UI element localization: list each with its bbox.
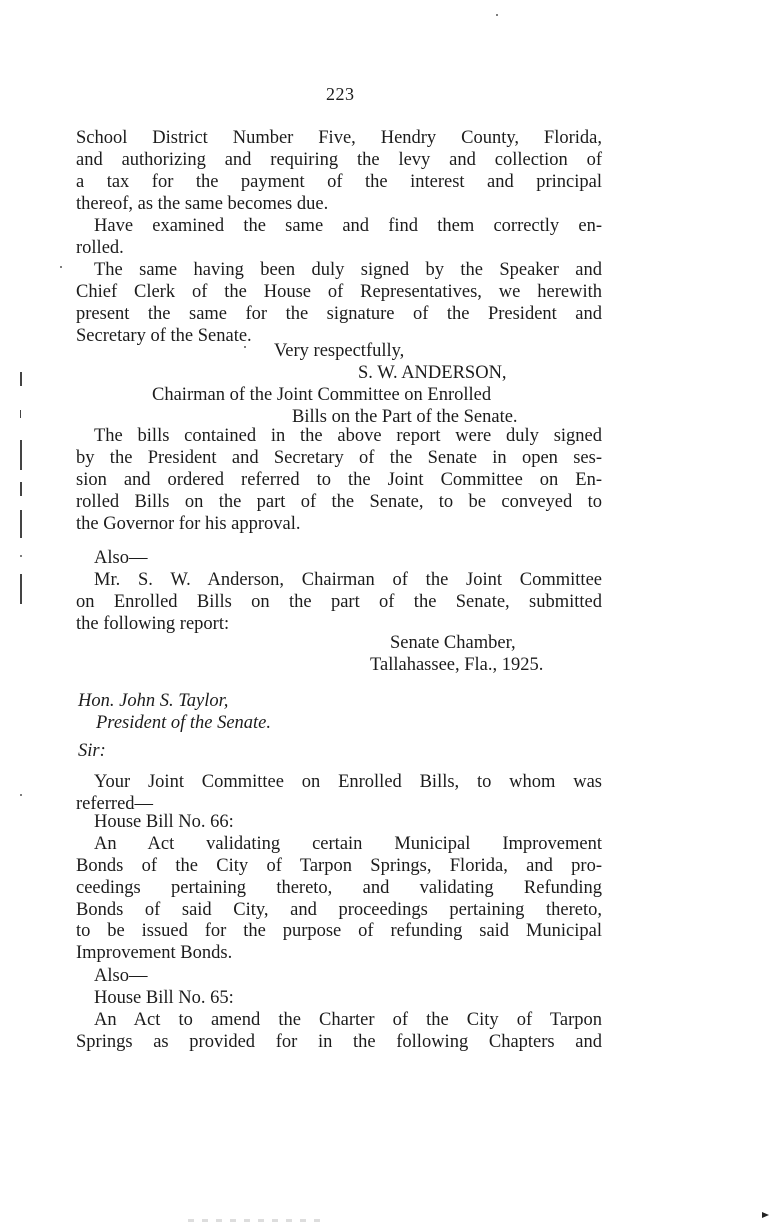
paragraph-anderson-report [76,570,602,636]
paragraph-bills-contained [76,426,602,535]
margin-mark [20,410,21,418]
text-line: and authorizing and requiring the levy and collection of [76,149,602,170]
text-line: Bonds of the City of Tarpon Springs, Florida, and pro- [76,855,602,876]
text-line: to be issued for the purpose of refunding said Municipal [76,921,602,942]
text-line: Bonds of said City, and proceedings pertaining thereto, [76,899,602,920]
text-line: Also— [94,966,148,986]
salutation-sir: Sir: [78,741,106,761]
signature-closing: Very respectfully, [274,341,405,361]
text-line: ceedings pertaining thereto, and validating Refunding [76,877,602,898]
paragraph-school-district [76,128,602,216]
text-line: present the same for the signature of the President and [76,303,602,324]
text-line: Secretary of the Senate. [76,325,252,346]
paragraph-examined [76,216,602,260]
scan-dot [20,794,22,796]
page-number: 223 [326,84,355,104]
text-line: School District Number Five, Hendry County, Florida, [76,128,602,148]
text-line: Have examined the same and find them correctly en- [94,216,602,236]
margin-mark [20,574,22,604]
bill-heading: House Bill No. 66: [94,812,234,832]
margin-mark [20,440,22,470]
dateline-place: Senate Chamber, [390,633,516,653]
text-line: a tax for the payment of the interest and principal [76,171,602,192]
text-line: Mr. S. W. Anderson, Chairman of the Joint Committee [94,570,602,590]
text-line: the Governor for his approval. [76,513,301,534]
text-line: Improvement Bonds. [76,943,233,964]
text-line: Springs as provided for in the following Chapters and [76,1031,602,1052]
page-corner-arrow-icon [762,1212,769,1218]
text-line: rolled. [76,237,124,258]
text-line: by the President and Secretary of the Senate in open ses- [76,447,602,468]
also-heading [76,548,602,570]
salutation-name: Hon. John S. Taylor, [78,691,229,711]
text-line: rolled Bills on the part of the Senate, to be conveyed to [76,491,602,512]
text-line: the following report: [76,613,230,634]
house-bill-65 [76,988,602,1054]
margin-mark [20,510,22,538]
signature-name: S. W. ANDERSON, [358,363,507,383]
scan-dot [20,555,22,557]
text-line: referred— [76,793,154,814]
text-line: Your Joint Committee on Enrolled Bills, to whom was [94,772,602,792]
text-line: The bills contained in the above report were duly signed [94,426,602,446]
text-line: sion and ordered referred to the Joint Committee on En- [76,469,602,490]
signature-title-line1: Chairman of the Joint Committee on Enrolled [152,385,492,405]
scan-smudge [188,1219,328,1222]
text-line: on Enrolled Bills on the part of the Senate, submitted [76,591,602,612]
scan-dot [496,14,498,16]
salutation-title: President of the Senate. [96,713,272,733]
scan-dot [60,266,62,268]
bill-heading: House Bill No. 65: [94,988,234,1008]
house-bill-66 [76,812,602,965]
text-line: Chief Clerk of the House of Representatives, we herewith [76,281,602,302]
paragraph-your-committee [76,772,602,816]
text-line: An Act validating certain Municipal Improvement [94,833,602,854]
text-line: Also— [94,548,148,568]
margin-mark [20,482,22,496]
text-line: thereof, as the same becomes due. [76,193,329,214]
scan-dot [244,346,246,348]
text-line: The same having been duly signed by the Speaker and [94,260,602,280]
paragraph-same-signed [76,260,602,348]
also-heading-2 [76,966,602,988]
dateline-city-date: Tallahassee, Fla., 1925. [370,655,544,675]
signature-title-line2: Bills on the Part of the Senate. [292,407,518,427]
margin-mark [20,372,22,386]
text-line: An Act to amend the Charter of the City of Tarpon [94,1009,602,1030]
